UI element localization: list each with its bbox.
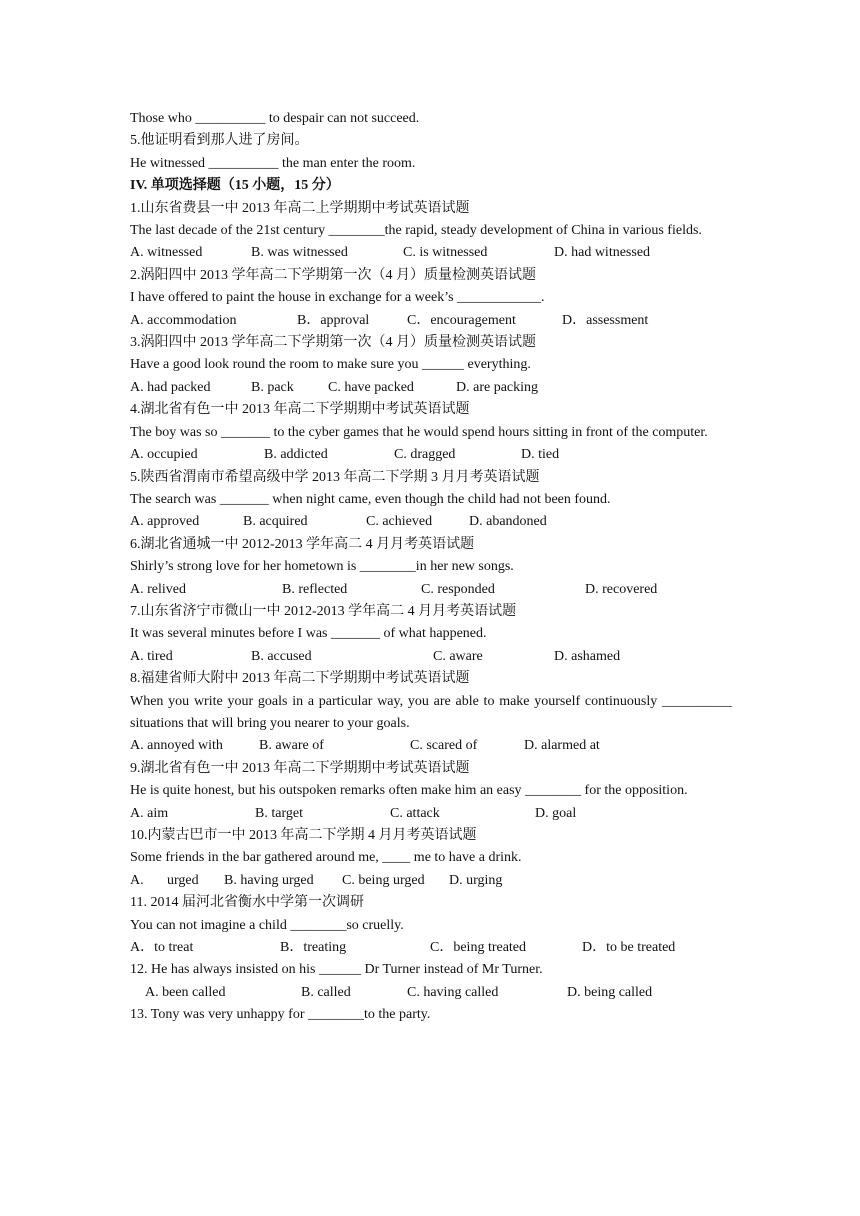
option-a: A. tired — [130, 648, 173, 664]
options-row — [130, 579, 732, 601]
question-stem: Shirly’s strong love for her hometown is ________in her new songs. — [130, 559, 514, 575]
option-a: A. accommodation — [130, 312, 237, 328]
options-row — [130, 803, 732, 825]
options-row — [130, 377, 732, 399]
question-stem: Some friends in the bar gathered around me, ____ me to have a drink. — [130, 850, 522, 866]
question-source: 4.湖北省有色一中 2013 年高二下学期期中考试英语试题 — [130, 402, 470, 418]
options-row — [130, 310, 732, 332]
option-d: D. tied — [521, 447, 560, 463]
options-row — [130, 242, 732, 264]
sentence-4-english: Those who __________ to despair can not succeed. — [130, 111, 420, 126]
option-a: A. occupied — [130, 447, 198, 463]
question-stem: Have a good look round the room to make sure you ______ everything. — [130, 357, 531, 373]
question-stem: 12. He has always insisted on his ______ Dr Turner instead of Mr Turner. — [130, 962, 543, 978]
option-a: A. aim — [130, 805, 169, 821]
question-stem: The boy was so _______ to the cyber games that he would spend hours sitting in front of the computer. — [130, 424, 708, 440]
exam-page — [130, 108, 732, 1027]
option-b: B. pack — [251, 379, 294, 395]
question-source: 7.山东省济宁市微山一中 2012-2013 学年高二 4 月月考英语试题 — [130, 603, 517, 619]
section-heading: IV. 单项选择题（15 小题，15 分） — [130, 178, 340, 194]
question-stem: He is quite honest, but his outspoken remarks often make him an easy ________ for the opposition. — [130, 783, 688, 799]
question-source: 8.福建省师大附中 2013 年高二下学期期中考试英语试题 — [130, 671, 470, 687]
option-b: B．treating — [280, 940, 347, 956]
options-row — [130, 735, 732, 757]
sentence-5-english: He witnessed __________ the man enter the room. — [130, 155, 416, 171]
question-stem: I have offered to paint the house in exchange for a week’s ____________. — [130, 290, 545, 306]
option-c: C. dragged — [394, 447, 456, 463]
option-d: D．to be treated — [582, 940, 676, 956]
option-a: A. approved — [130, 514, 200, 530]
option-b: B. target — [255, 805, 303, 821]
option-d: D. are packing — [456, 379, 539, 395]
option-a: A. had packed — [130, 379, 211, 395]
option-b: B. was witnessed — [251, 245, 348, 261]
option-d: D．assessment — [562, 312, 649, 328]
options-row — [130, 444, 732, 466]
option-b: B. aware of — [259, 738, 324, 754]
question-source: 5.陕西省渭南市希望高级中学 2013 年高二下学期 3 月月考英语试题 — [130, 469, 540, 485]
question-source: 9.湖北省有色一中 2013 年高二下学期期中考试英语试题 — [130, 760, 470, 776]
option-d: D. ashamed — [554, 648, 621, 664]
question-stem: The search was _______ when night came, even though the child had not been found. — [130, 491, 611, 507]
option-c: C. having called — [407, 984, 499, 1000]
option-d: D. had witnessed — [554, 245, 651, 261]
question-source: 1.山东省费县一中 2013 年高二上学期期中考试英语试题 — [130, 200, 470, 216]
question-source: 3.涡阳四中 2013 学年高二下学期第一次（4 月）质量检测英语试题 — [130, 335, 536, 351]
option-c: C. responded — [421, 581, 495, 597]
option-b: B. called — [301, 984, 351, 1000]
option-a: A. relived — [130, 581, 186, 597]
option-b: B. accused — [251, 648, 312, 664]
option-c: C. scared of — [410, 738, 478, 754]
option-b: B. addicted — [264, 447, 328, 463]
option-b: B．approval — [297, 312, 370, 328]
question-stem: You can not imagine a child ________so cruelly. — [130, 917, 404, 933]
option-d: D. alarmed at — [524, 738, 600, 754]
question-stem: 13. Tony was very unhappy for ________to the party. — [130, 1007, 431, 1023]
options-row — [130, 982, 732, 1004]
question-source: 6.湖北省通城一中 2012-2013 学年高二 4 月月考英语试题 — [130, 536, 475, 552]
option-d: D. urging — [449, 872, 503, 888]
option-b: B. acquired — [243, 514, 308, 530]
question-stem: When you write your goals in a particular way, you are able to make yourself continuously __________ situations that will bring you nearer to your goals. — [130, 693, 732, 731]
option-c: C. aware — [433, 648, 483, 664]
sentence-5-chinese: 5.他证明看到那人进了房间。 — [130, 133, 309, 149]
option-c: C. achieved — [366, 514, 433, 530]
options-row — [130, 646, 732, 668]
option-d: D. recovered — [585, 581, 658, 597]
question-stem: It was several minutes before I was _______ of what happened. — [130, 626, 487, 642]
question-source: 11. 2014 届河北省衡水中学第一次调研 — [130, 895, 364, 911]
option-d: D. being called — [567, 984, 653, 1000]
option-c: C．encouragement — [407, 312, 516, 328]
option-b: B. reflected — [282, 581, 348, 597]
option-c: C. attack — [390, 805, 440, 821]
option-c: C. being urged — [342, 872, 425, 888]
question-stem: The last decade of the 21st century ________the rapid, steady development of China in various fields. — [130, 223, 702, 239]
option-a: A. witnessed — [130, 245, 203, 261]
option-a: A. been called — [145, 984, 226, 1000]
option-c: C. is witnessed — [403, 245, 488, 261]
option-d: D. goal — [535, 805, 577, 821]
options-row — [130, 937, 732, 959]
question-source: 10.内蒙古巴市一中 2013 年高二下学期 4 月月考英语试题 — [130, 828, 477, 843]
option-a: A. — [130, 872, 144, 888]
option-d: D. abandoned — [469, 514, 547, 530]
question-source: 2.涡阳四中 2013 学年高二下学期第一次（4 月）质量检测英语试题 — [130, 267, 536, 283]
option-a: A. annoyed with — [130, 738, 223, 754]
option-b: B. having urged — [224, 872, 314, 888]
option-a-text: urged — [167, 872, 199, 888]
option-c: C. have packed — [328, 379, 414, 395]
option-c: C．being treated — [430, 940, 527, 956]
options-row — [130, 511, 732, 533]
option-a: A．to treat — [130, 940, 194, 956]
options-row — [130, 870, 732, 892]
